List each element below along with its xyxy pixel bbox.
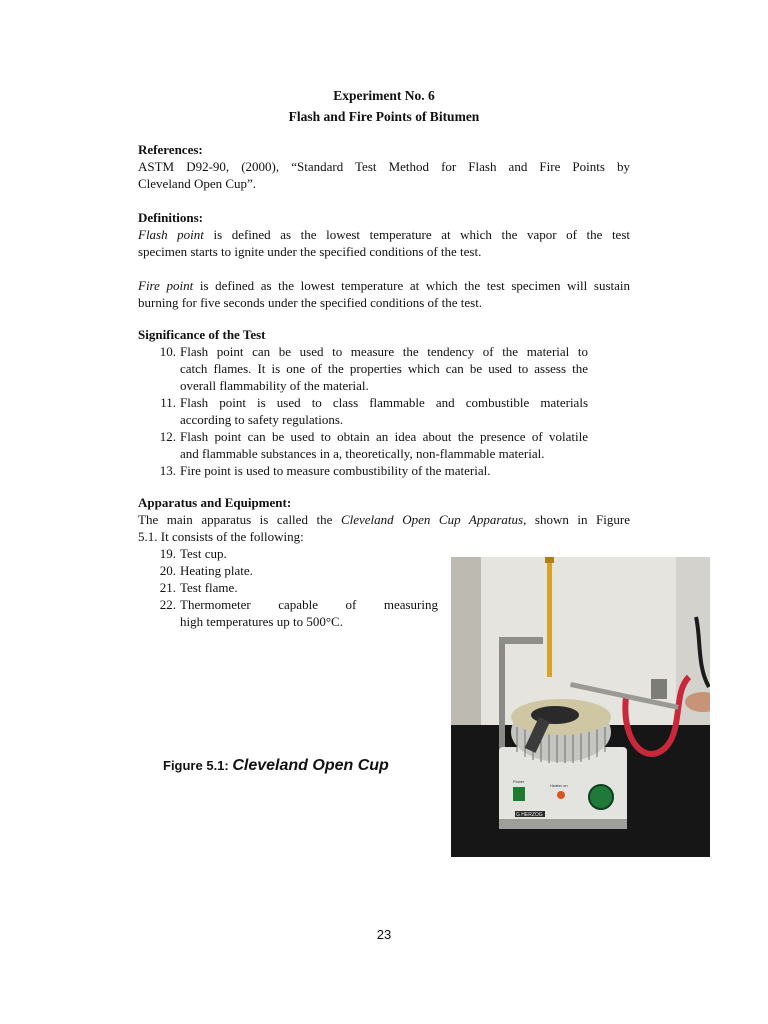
flash-definition-text: is defined as the lowest temperature at which the vapor of the test [203, 227, 630, 242]
fire-definition-line-1 [138, 277, 630, 294]
significance-list [138, 343, 588, 479]
list-item-line: Flash point can be used to obtain an idea about the presence of volatile [180, 429, 588, 444]
apparatus-intro-line-2: 5.1. It consists of the following: [138, 529, 304, 544]
references-section [138, 141, 630, 192]
flash-point-term: Flash point [138, 227, 204, 242]
list-item-line: Thermometer capable of measuring [180, 597, 438, 612]
references-line-1: ASTM D92-90, (2000), “Standard Test Method for Flash and Fire Points by [138, 159, 630, 174]
fire-definition-text: is defined as the lowest temperature at which the test specimen will sustain [193, 278, 630, 293]
power-label: Power [513, 779, 525, 784]
power-switch [513, 787, 525, 801]
thermometer-cap [545, 557, 554, 563]
fire-definition-line-2: burning for five seconds under the specified conditions of the test. [138, 295, 483, 310]
apparatus-list [138, 545, 438, 630]
list-item [138, 579, 438, 596]
document-title: Flash and Fire Points of Bitumen [288, 109, 480, 124]
list-item-line: overall flammability of the material. [180, 378, 369, 393]
thermometer [547, 557, 552, 677]
list-item [138, 545, 438, 562]
apparatus-intro-text: The main apparatus is called the [138, 512, 341, 527]
heater-indicator [557, 791, 565, 799]
cleveland-open-cup-illustration [451, 557, 710, 857]
list-item-number: 21. [159, 580, 176, 595]
heater-label: Heater on [550, 783, 568, 788]
list-item-line: according to safety regulations. [180, 412, 344, 427]
list-item-line: and flammable substances in a, theoretically, non-flammable material. [180, 446, 545, 461]
figure-label: Figure 5.1: [163, 758, 233, 773]
significance-heading: Significance of the Test [138, 327, 266, 342]
list-item-line: Flash point is used to class flammable and combustible materials [180, 395, 588, 410]
list-item-number: 10. [159, 344, 176, 359]
significance-section [138, 326, 630, 479]
figure-photo [451, 557, 710, 857]
list-item-line: Test flame. [180, 580, 238, 595]
definitions-heading: Definitions: [138, 210, 203, 225]
list-item-line: Test cup. [180, 546, 227, 561]
apparatus-heading: Apparatus and Equipment: [138, 495, 292, 510]
control-knob [589, 785, 613, 809]
list-item-line: Flash point can be used to measure the tendency of the material to [180, 344, 588, 359]
page-number: 23 [376, 927, 392, 942]
flash-definition-line-1 [138, 226, 630, 243]
list-item-number: 12. [159, 429, 176, 444]
experiment-number: Experiment No. 6 [333, 88, 435, 103]
list-item-line: Heating plate. [180, 563, 253, 578]
list-item-number: 19. [159, 546, 176, 561]
references-line-2: Cleveland Open Cup”. [138, 176, 257, 191]
apparatus-term: Cleveland Open Cup Apparatus, [340, 512, 527, 527]
apparatus-intro-line-1 [138, 511, 630, 528]
apparatus-intro-text-2: shown in Figure [526, 512, 630, 527]
list-item [138, 428, 588, 462]
list-item [138, 562, 438, 579]
list-item-number: 13. [159, 463, 176, 478]
list-item-line: Fire point is used to measure combustibility of the material. [180, 463, 491, 478]
brand-name: G HERZOG [516, 812, 543, 818]
flash-definition-line-2: specimen starts to ignite under the specified conditions of the test. [138, 244, 482, 259]
list-item-number: 20. [159, 563, 176, 578]
references-heading: References: [138, 142, 203, 157]
list-item-number: 22. [159, 597, 176, 612]
flame-holder [651, 679, 667, 699]
list-item-number: 11. [160, 395, 176, 410]
device-base [499, 819, 627, 829]
list-item [138, 343, 588, 394]
figure-caption [163, 757, 389, 774]
stand-arm [499, 637, 543, 644]
list-item-line: catch flames. It is one of the properties which can be used to assess the [180, 361, 588, 376]
fire-point-term: Fire point [138, 278, 194, 293]
list-item [138, 596, 438, 630]
figure-name: Cleveland Open Cup [232, 757, 389, 774]
list-item [138, 394, 588, 428]
list-item [138, 462, 588, 479]
list-item-line: high temperatures up to 500°C. [180, 614, 343, 629]
definitions-section [138, 209, 630, 311]
